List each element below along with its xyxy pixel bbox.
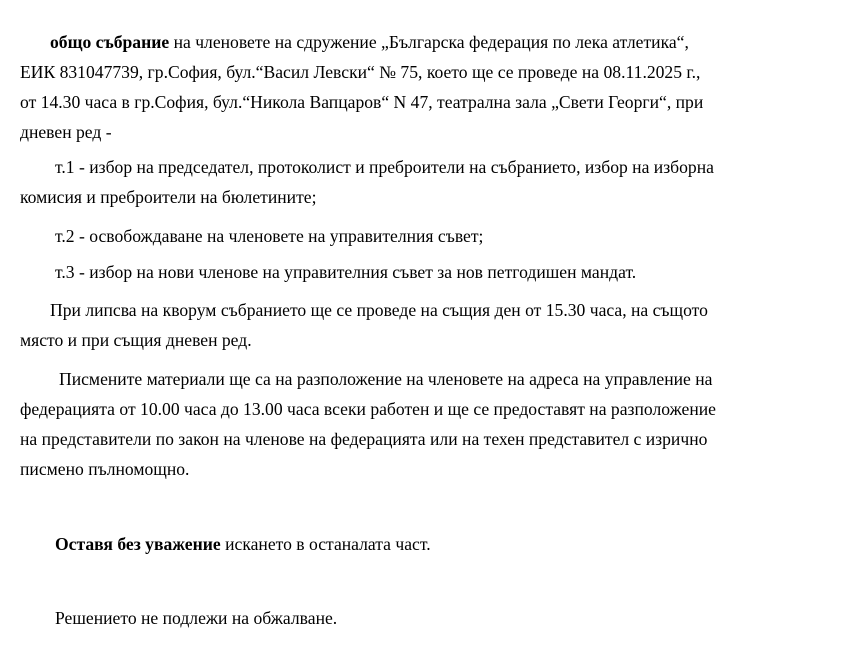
final-line: Решението не подлежи на обжалване. [55,608,338,628]
agenda-item-3-text: т.3 - избор на нови членове на управителния съвет за нов петгодишен мандат. [55,262,637,282]
intro-line-1 [20,27,820,57]
intro-line-1-rest: на членовете на сдружение „Българска федерация по лека атлетика“, [169,32,689,52]
rejects-remainder-paragraph [20,529,820,559]
materials-line-1: Писмените материали ще са на разположение на членовете на адреса на управление на [59,369,713,389]
quorum-line-1: При липсва на кворум събранието ще се проведе на същия ден от 15.30 часа, на същото [50,300,708,320]
materials-line-3: на представители по закон на членове на федерацията или на техен представител с изрично [20,429,708,449]
intro-line-3: от 14.30 часа в гр.София, бул.“Никола Вапцаров“ N 47, театрална зала „Свети Георги“, при [20,92,704,112]
agenda-item-3 [20,257,820,287]
intro-line-2: ЕИК 831047739, гр.София, бул.“Васил Левски“ № 75, което ще се проведе на 08.11.2025 г., [20,62,701,82]
agenda-item-1 [20,152,820,212]
rejects-rest: искането в останалата част. [220,534,431,554]
agenda-item-2-text: т.2 - освобождаване на членовете на управителния съвет; [55,226,484,246]
rejects-bold-lead: Оставя без уважение [55,534,221,554]
quorum-line-2: място и при същия дневен ред. [20,330,252,350]
agenda-item-1-line-1: т.1 - избор на председател, протоколист и преброители на събранието, избор на изборна [55,157,714,177]
intro-line-4: дневен ред - [20,122,112,142]
quorum-paragraph [20,295,820,355]
rejects-line [20,529,820,559]
agenda-item-2 [20,221,820,251]
materials-line-4: писмено пълномощно. [20,459,190,479]
written-materials-paragraph [20,364,820,484]
agenda-item-1-line-2: комисия и преброители на бюлетините; [20,187,317,207]
general-assembly-bold: общо събрание [50,32,170,52]
materials-line-2: федерацията от 10.00 часа до 13.00 часа всеки работен и ще се предоставят на разположение [20,399,716,419]
decision-not-appealable-paragraph [20,603,820,633]
meeting-announcement-paragraph [20,27,820,147]
